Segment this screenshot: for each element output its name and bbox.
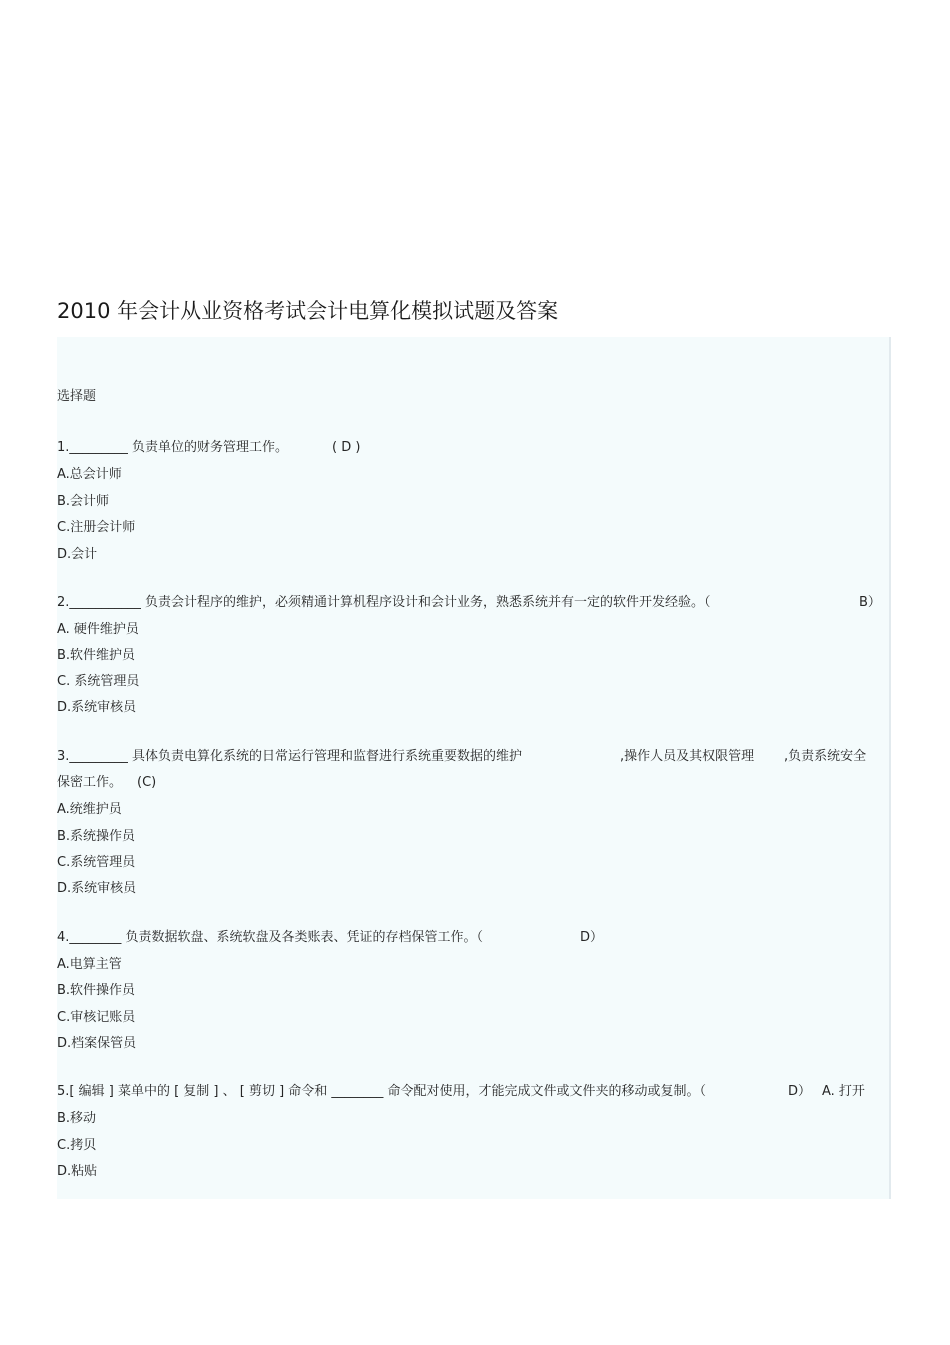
- question-1-option-d: D.会计: [57, 547, 98, 562]
- question-3-option-c: C.系统管理员: [57, 855, 136, 870]
- question-4-option-c: C.审核记账员: [57, 1010, 136, 1025]
- question-3-option-d: D.系统审核员: [57, 881, 137, 896]
- question-1-option-b: B.会计师: [57, 494, 110, 509]
- question-2-option-d: D.系统审核员: [57, 700, 137, 715]
- question-1-option-a: A.总会计师: [57, 467, 122, 482]
- question-5-option-c: C.拷贝: [57, 1138, 97, 1153]
- section-heading: 选择题: [57, 389, 97, 404]
- question-5-option-a: A. 打开: [822, 1084, 865, 1099]
- question-4-option-b: B.软件操作员: [57, 983, 136, 998]
- question-3-option-b: B.系统操作员: [57, 829, 136, 844]
- question-1-text: 1._________ 负责单位的财务管理工作。: [57, 440, 289, 455]
- question-3-text-cont: 保密工作。: [57, 775, 123, 790]
- question-1-option-c: C.注册会计师: [57, 520, 136, 535]
- question-2-option-b: B.软件维护员: [57, 648, 136, 663]
- question-3-answer: (C): [137, 775, 157, 790]
- question-4-option-d: D.档案保管员: [57, 1036, 137, 1051]
- question-5-option-b: B.移动: [57, 1111, 97, 1126]
- question-3-text-b: ,操作人员及其权限管理: [620, 749, 755, 764]
- question-3-text-c: ,负责系统安全: [784, 749, 867, 764]
- question-2-text: 2.___________ 负责会计程序的维护，必须精通计算机程序设计和会计业务，熟悉系统并有一定的软件开发经验。（: [57, 595, 711, 610]
- question-4-text: 4.________ 负责数据软盘、系统软盘及各类账表、凭证的存档保管工作。（: [57, 930, 484, 945]
- question-1-answer: ( D ): [332, 440, 361, 455]
- question-4-option-a: A.电算主管: [57, 957, 122, 972]
- document-title: 2010 年会计从业资格考试会计电算化模拟试题及答案: [57, 299, 559, 323]
- question-3-option-a: A.统维护员: [57, 802, 122, 817]
- question-5-text: 5.[ 编辑 ] 菜单中的 [ 复制 ] 、 [ 剪切 ] 命令和 ________ 命令配对使用，才能完成文件或文件夹的移动或复制。（: [57, 1084, 707, 1099]
- question-2-option-c: C. 系统管理员: [57, 674, 140, 689]
- question-5-option-d: D.粘贴: [57, 1164, 98, 1179]
- question-3-text-a: 3._________ 具体负责电算化系统的日常运行管理和监督进行系统重要数据的维护: [57, 749, 523, 764]
- question-panel: [57, 337, 891, 1199]
- question-5-answer: D）: [788, 1084, 812, 1099]
- question-4-answer: D）: [580, 930, 604, 945]
- question-2-option-a: A. 硬件维护员: [57, 622, 139, 637]
- question-2-answer: B）: [859, 595, 881, 610]
